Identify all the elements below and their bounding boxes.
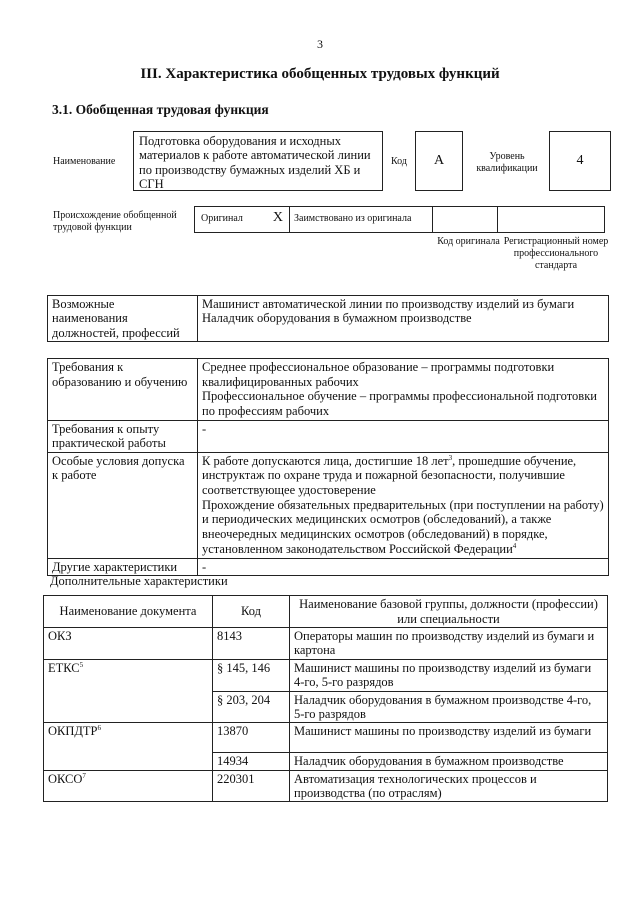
original-label: Оригинал xyxy=(201,213,243,224)
origin-original-cell xyxy=(195,207,290,233)
additional-title: Дополнительные характеристики xyxy=(50,574,228,588)
code-cell: 14934 xyxy=(213,753,290,770)
origin-table xyxy=(194,206,605,233)
doc-cell xyxy=(44,659,213,723)
original-mark: X xyxy=(272,210,283,225)
origin-label: Происхождение обобщенной трудовой функции xyxy=(53,210,177,233)
header-name: Наименование базовой группы, должности (профессии) или специальности xyxy=(290,596,608,628)
other-characteristics-value: - xyxy=(198,558,609,576)
education-label: Требования к образованию и обучению xyxy=(48,359,198,421)
footnote-mark: 6 xyxy=(97,724,102,733)
doc-name: ОКЗ xyxy=(48,629,72,643)
name-value-box xyxy=(133,131,383,191)
name-label: Наименование xyxy=(53,156,116,167)
position-line: Наладчик оборудования в бумажном производстве xyxy=(202,311,472,326)
special-condition-line xyxy=(202,454,604,498)
doc-cell xyxy=(44,628,213,660)
positions-table xyxy=(47,295,609,342)
footnote-mark: 7 xyxy=(82,771,86,780)
doc-cell xyxy=(44,770,213,802)
positions-values xyxy=(198,296,609,342)
name-value: Подготовка оборудования и исходных материалов к работе автоматической линии по производству бумажных изделий ХБ и СГН xyxy=(139,134,371,192)
name-cell: Операторы машин по производству изделий из бумаги и картона xyxy=(290,628,608,660)
reg-number-label: Регистрационный номер профессионального стандарта xyxy=(503,236,609,271)
footnote-mark: 3 xyxy=(448,453,453,462)
special-condition-rest: , прошедшие обучение, инструктаж по охране труда и пожарной безопасности, получившие соответствующее удостоверение xyxy=(202,453,577,497)
education-values xyxy=(198,359,609,421)
section-title: III. Характеристика обобщенных трудовых функций xyxy=(140,66,500,82)
level-label: Уровень квалификации xyxy=(476,151,538,174)
special-condition-age: К работе допускаются лица, достигшие 18 лет xyxy=(202,453,449,468)
code-cell: 13870 xyxy=(213,723,290,753)
code-label: Код xyxy=(391,156,407,167)
level-value: 4 xyxy=(549,131,611,191)
code-cell: 8143 xyxy=(213,628,290,660)
special-conditions-values xyxy=(198,452,609,558)
special-condition-line xyxy=(202,498,604,557)
code-original-label: Код оригинала xyxy=(437,236,500,247)
code-value: А xyxy=(415,131,463,191)
medical-exam-text: Прохождение обязательных предварительных (при поступлении на работу) и периодических медицинских осмотров (обследований), а также внеочередных медицинских осмотров (обследований) в порядке, установленном законодательством Российской Федерации xyxy=(202,497,604,556)
page-number: 3 xyxy=(317,37,323,51)
other-characteristics-label: Другие характеристики xyxy=(48,558,198,576)
code-cell: § 203, 204 xyxy=(213,691,290,723)
special-conditions-label: Особые условия допуска к работе xyxy=(48,452,198,558)
table-row xyxy=(44,723,608,753)
experience-value: - xyxy=(198,420,609,452)
requirements-table xyxy=(47,358,609,576)
additional-table xyxy=(43,595,608,802)
doc-name: ОКПДТР xyxy=(48,724,98,739)
experience-label: Требования к опыту практической работы xyxy=(48,420,198,452)
name-cell: Машинист машины по производству изделий из бумаги xyxy=(290,723,608,753)
doc-cell xyxy=(44,723,213,770)
doc-name: ЕТКС xyxy=(48,660,80,675)
reg-number-cell xyxy=(498,207,605,233)
name-cell: Наладчик оборудования в бумажном производстве xyxy=(290,753,608,770)
name-cell: Машинист машины по производству изделий из бумаги 4-го, 5-го разрядов xyxy=(290,659,608,691)
name-cell: Автоматизация технологических процессов и производства (по отраслям) xyxy=(290,770,608,802)
code-cell: § 145, 146 xyxy=(213,659,290,691)
table-row xyxy=(44,770,608,802)
position-line: Машинист автоматической линии по производству изделий из бумаги xyxy=(202,297,575,311)
positions-label: Возможные наименования должностей, профессий xyxy=(48,296,198,342)
education-line: Профессиональное обучение – программы профессиональной подготовки по профессиям рабочих xyxy=(202,389,597,418)
table-row xyxy=(44,628,608,660)
subsection-title: 3.1. Обобщенная трудовая функция xyxy=(52,102,269,117)
doc-name: ОКСО xyxy=(48,771,83,786)
education-line: Среднее профессиональное образование – программы подготовки квалифицированных рабочих xyxy=(202,360,555,389)
code-cell: 220301 xyxy=(213,770,290,802)
footnote-mark: 4 xyxy=(512,541,517,550)
header-code: Код xyxy=(213,596,290,628)
header-document: Наименование документа xyxy=(44,596,213,628)
table-row xyxy=(44,659,608,691)
code-original-cell xyxy=(433,207,498,233)
borrowed-label: Заимствовано из оригинала xyxy=(290,207,433,233)
footnote-mark: 5 xyxy=(79,660,84,669)
name-cell: Наладчик оборудования в бумажном производстве 4-го, 5-го разрядов xyxy=(290,691,608,723)
